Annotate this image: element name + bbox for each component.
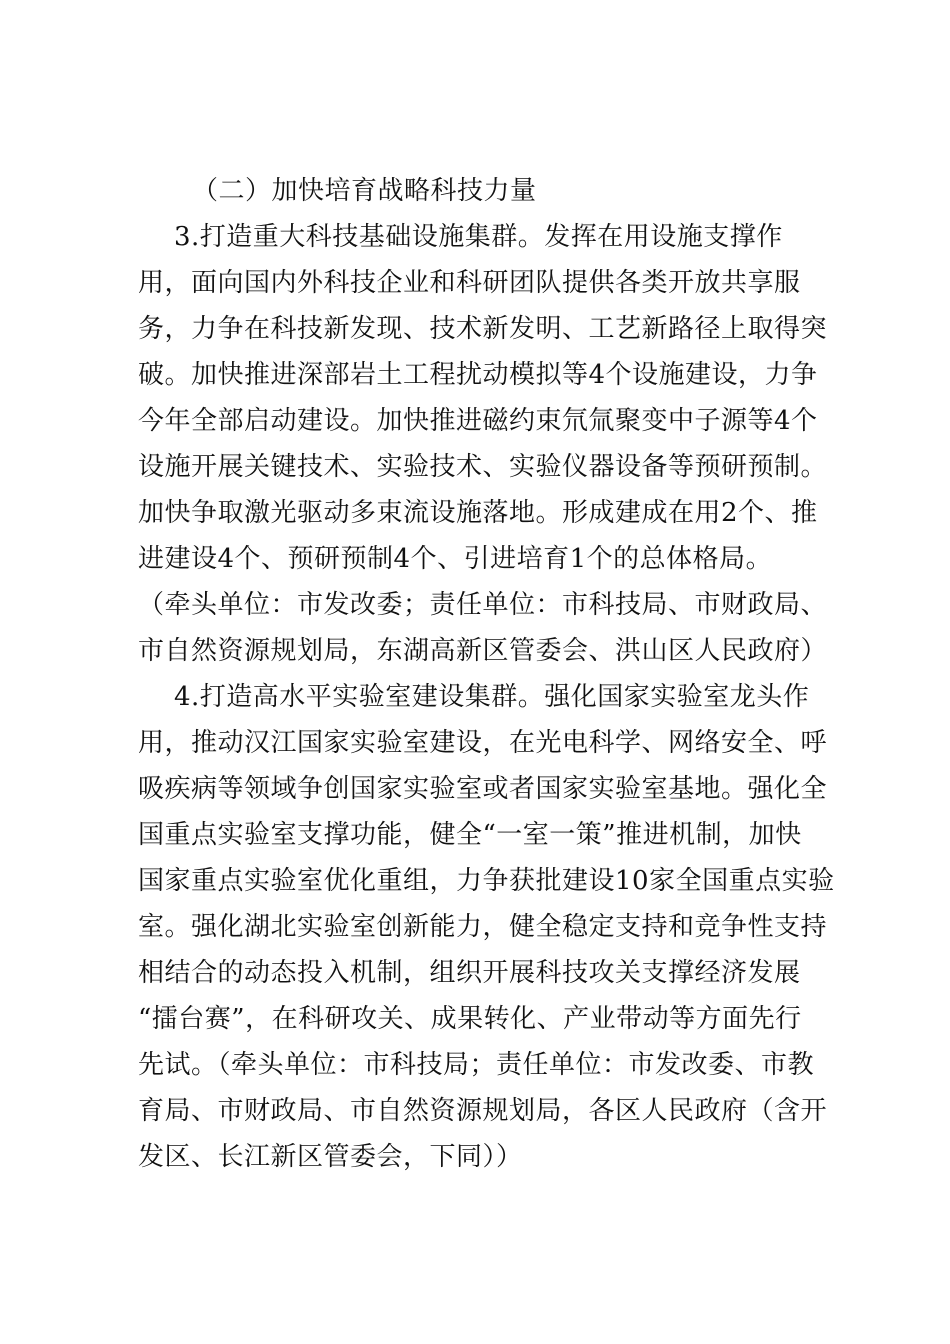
paragraph-line: 用，推动汉江国家实验室建设，在光电科学、网络安全、呼 <box>138 728 828 758</box>
paragraph-line: “擂台赛”，在科研攻关、成果转化、产业带动等方面先行 <box>138 1004 802 1034</box>
paragraph-line: 3.打造重大科技基础设施集群。发挥在用设施支撑作 <box>174 222 783 252</box>
paragraph-line: 破。加快推进深部岩土工程扰动模拟等4个设施建设，力争 <box>138 360 818 390</box>
paragraph-line: 先试。（牵头单位：市科技局；责任单位：市发改委、市教 <box>138 1050 815 1080</box>
paragraph-line: 国重点实验室支撑功能，健全“一室一策”推进机制，加快 <box>138 820 802 850</box>
section-heading: （二）加快培育战略科技力量 <box>192 176 537 206</box>
paragraph-line: 吸疾病等领域争创国家实验室或者国家实验室基地。强化全 <box>138 774 828 804</box>
paragraph-line: 用，面向国内外科技企业和科研团队提供各类开放共享服 <box>138 268 801 298</box>
paragraph-line: 国家重点实验室优化重组，力争获批建设10家全国重点实验 <box>138 866 835 896</box>
paragraph-line: 务，力争在科技新发现、技术新发明、工艺新路径上取得突 <box>138 314 828 344</box>
paragraph-line: （牵头单位：市发改委；责任单位：市科技局、市财政局、 <box>138 590 828 620</box>
paragraph-line: 今年全部启动建设。加快推进磁约束氘氚聚变中子源等4个 <box>138 406 818 436</box>
paragraph-line: 加快争取激光驱动多束流设施落地。形成建成在用2个、推 <box>138 498 818 528</box>
paragraph-line: 4.打造高水平实验室建设集群。强化国家实验室龙头作 <box>174 682 810 712</box>
paragraph-line: 相结合的动态投入机制，组织开展科技攻关支撑经济发展 <box>138 958 801 988</box>
paragraph-line: 进建设4个、预研预制4个、引进培育1个的总体格局。 <box>138 544 773 574</box>
paragraph-line: 发区、长江新区管委会，下同）） <box>138 1142 523 1172</box>
paragraph-line: 育局、市财政局、市自然资源规划局，各区人民政府（含开 <box>138 1096 828 1126</box>
paragraph-line: 设施开展关键技术、实验技术、实验仪器设备等预研预制。 <box>138 452 828 482</box>
paragraph-line: 室。强化湖北实验室创新能力，健全稳定支持和竞争性支持 <box>138 912 828 942</box>
paragraph-line: 市自然资源规划局，东湖高新区管委会、洪山区人民政府） <box>138 636 828 666</box>
